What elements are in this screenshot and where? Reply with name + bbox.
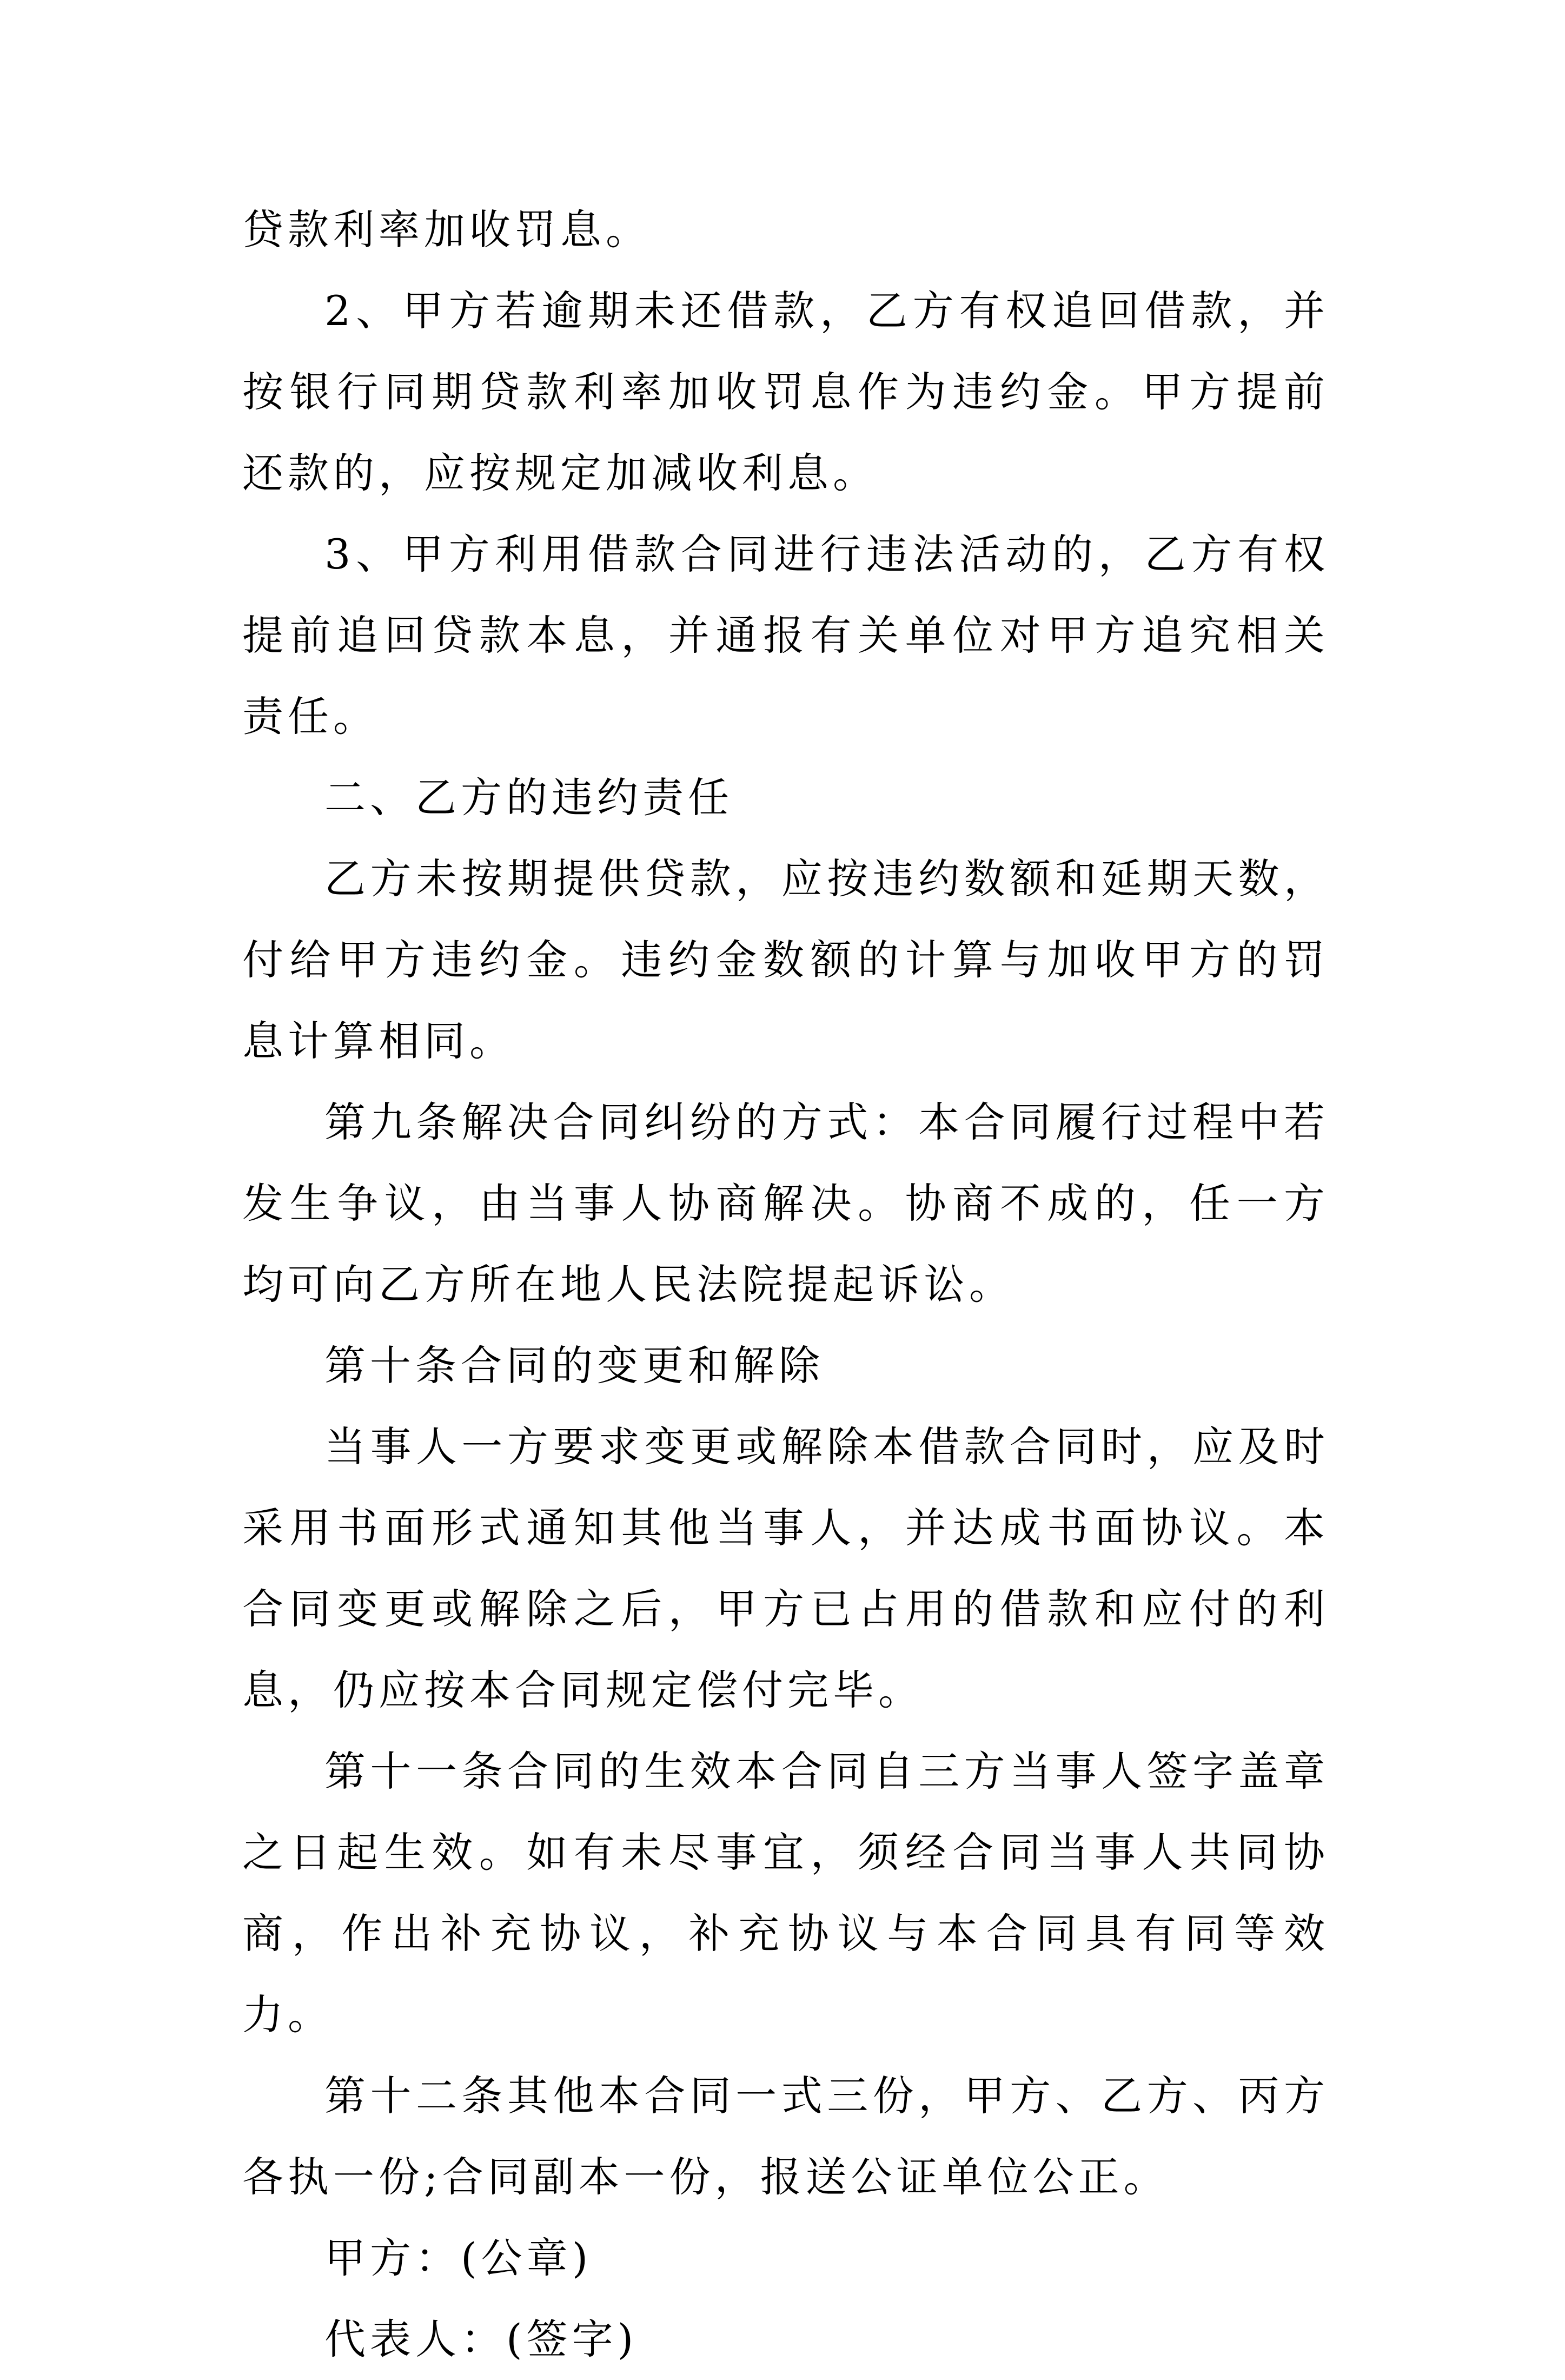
paragraph-illegal-use: 3、甲方利用借款合同进行违法活动的，乙方有权提前追回贷款本息，并通报有关单位对甲方追究相关责任。 bbox=[242, 530, 1329, 741]
paragraph-party-b-late-loan: 乙方未按期提供贷款，应按违约数额和延期天数，付给甲方违约金。违约金数额的计算与加收甲方的罚息计算相同。 bbox=[242, 855, 1329, 1065]
heading-article-10: 第十条合同的变更和解除 bbox=[324, 1341, 824, 1390]
heading-party-b-liability: 二、乙方的违约责任 bbox=[324, 774, 733, 822]
paragraph-article-10-changes: 当事人一方要求变更或解除本借款合同时，应及时采用书面形式通知其他当事人，并达成书面协议。本合同变更或解除之后，甲方已占用的借款和应付的利息，仍应按本合同规定偿付完毕。 bbox=[242, 1423, 1329, 1714]
document-body bbox=[242, 189, 1329, 2380]
signature-representative: 代表人：(签字) bbox=[324, 2315, 638, 2363]
signature-party-a-seal: 甲方：(公章) bbox=[324, 2234, 593, 2282]
paragraph-article-11-effect: 第十一条合同的生效本合同自三方当事人签字盖章之日起生效。如有未尽事宜，须经合同当事人共同协商，作出补充协议，补充协议与本合同具有同等效力。 bbox=[242, 1747, 1329, 2039]
paragraph-penalty-interest-tail: 贷款利率加收罚息。 bbox=[242, 206, 651, 254]
paragraph-article-12-other: 第十二条其他本合同一式三份，甲方、乙方、丙方各执一份;合同副本一份，报送公证单位公正。 bbox=[242, 2072, 1329, 2201]
paragraph-article-9-disputes: 第九条解决合同纠纷的方式：本合同履行过程中若发生争议，由当事人协商解决。协商不成的，任一方均可向乙方所在地人民法院提起诉讼。 bbox=[242, 1098, 1329, 1308]
paragraph-overdue-repayment: 2、甲方若逾期未还借款，乙方有权追回借款，并按银行同期贷款利率加收罚息作为违约金。甲方提前还款的，应按规定加减收利息。 bbox=[242, 287, 1329, 497]
